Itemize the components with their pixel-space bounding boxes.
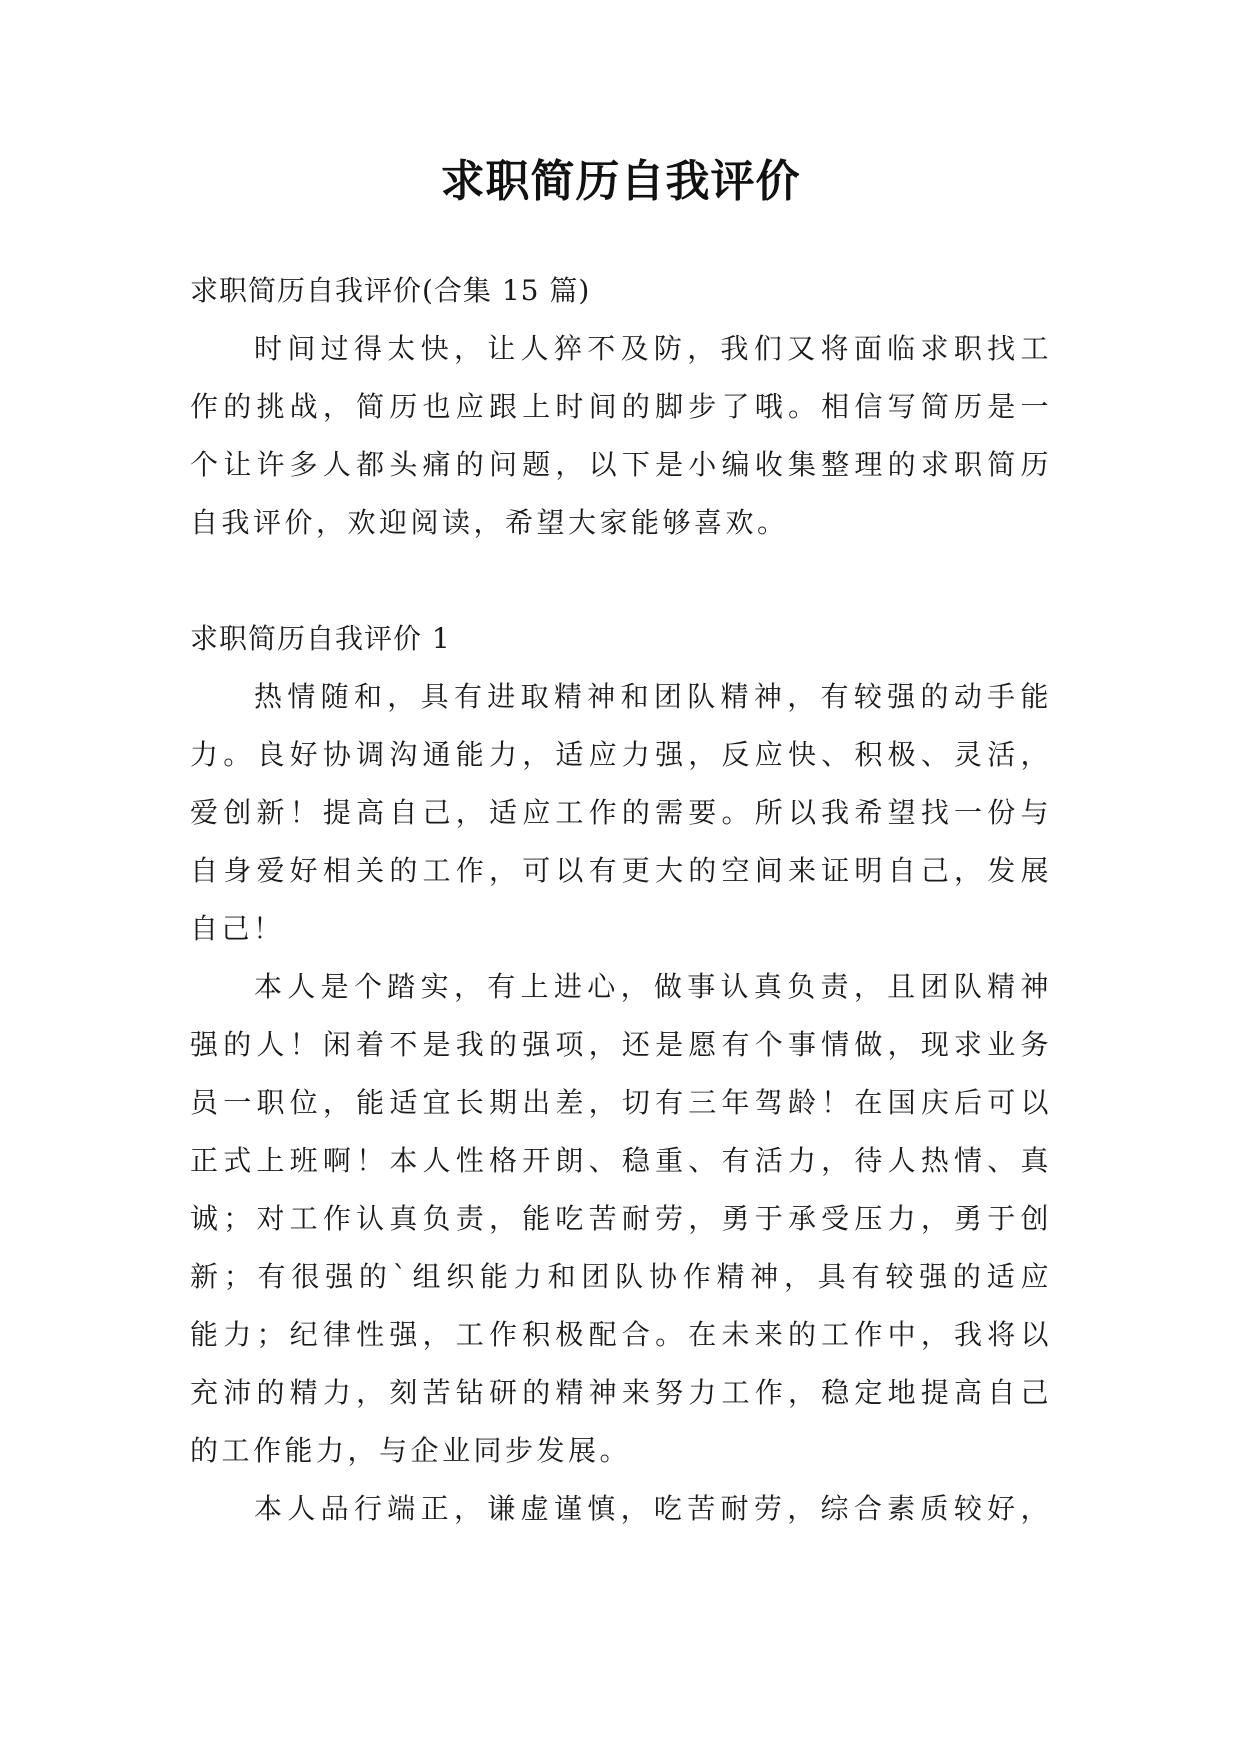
paragraph-line: 本人品行端正，谦虚谨慎，吃苦耐劳，综合素质较好， [254,1492,1052,1525]
paragraph-line: 作的挑战，简历也应跟上时间的脚步了哦。相信写简历是一 [190,390,1052,423]
paragraph-line: 强的人！闲着不是我的强项，还是愿有个事情做，现求业务 [190,1028,1052,1061]
paragraph-line: 自我评价，欢迎阅读，希望大家能够喜欢。 [190,506,789,539]
intro-paragraph [190,320,1052,552]
section-paragraph [190,668,1052,958]
paragraph-line: 充沛的精力，刻苦钻研的精神来努力工作，稳定地提高自己 [190,1376,1052,1409]
paragraph-line: 自己！ [190,912,285,945]
paragraph-line: 热情随和，具有进取精神和团队精神，有较强的动手能 [254,680,1052,713]
paragraph-line: 爱创新！提高自己，适应工作的需要。所以我希望找一份与 [190,796,1052,829]
paragraph-line: 诚；对工作认真负责，能吃苦耐劳，勇于承受压力，勇于创 [190,1202,1052,1235]
paragraph-line: 新；有很强的`组织能力和团队协作精神，具有较强的适应 [190,1260,1052,1293]
paragraph-line: 本人是个踏实，有上进心，做事认真负责，且团队精神 [254,970,1052,1003]
paragraph-gap [190,552,1052,610]
collection-subtitle: 求职简历自我评价(合集 15 篇) [190,274,591,307]
paragraph-line: 员一职位，能适宜长期出差，切有三年驾龄！在国庆后可以 [190,1086,1052,1119]
section-paragraph [190,1480,1052,1538]
section-paragraph [190,958,1052,1480]
paragraph-line: 自身爱好相关的工作，可以有更大的空间来证明自己，发展 [190,854,1052,887]
paragraph-line: 力。良好协调沟通能力，适应力强，反应快、积极、灵活， [190,738,1052,771]
document-body [190,262,1052,1538]
paragraph-line: 能力；纪律性强，工作积极配合。在未来的工作中，我将以 [190,1318,1052,1351]
paragraph-line: 个让许多人都头痛的问题，以下是小编收集整理的求职简历 [190,448,1052,481]
paragraph-line: 的工作能力，与企业同步发展。 [190,1434,632,1467]
paragraph-line: 时间过得太快，让人猝不及防，我们又将面临求职找工 [254,332,1052,365]
section-heading: 求职简历自我评价 1 [190,622,451,655]
document-title: 求职简历自我评价 [440,156,801,207]
paragraph-line: 正式上班啊！本人性格开朗、稳重、有活力，待人热情、真 [190,1144,1052,1177]
